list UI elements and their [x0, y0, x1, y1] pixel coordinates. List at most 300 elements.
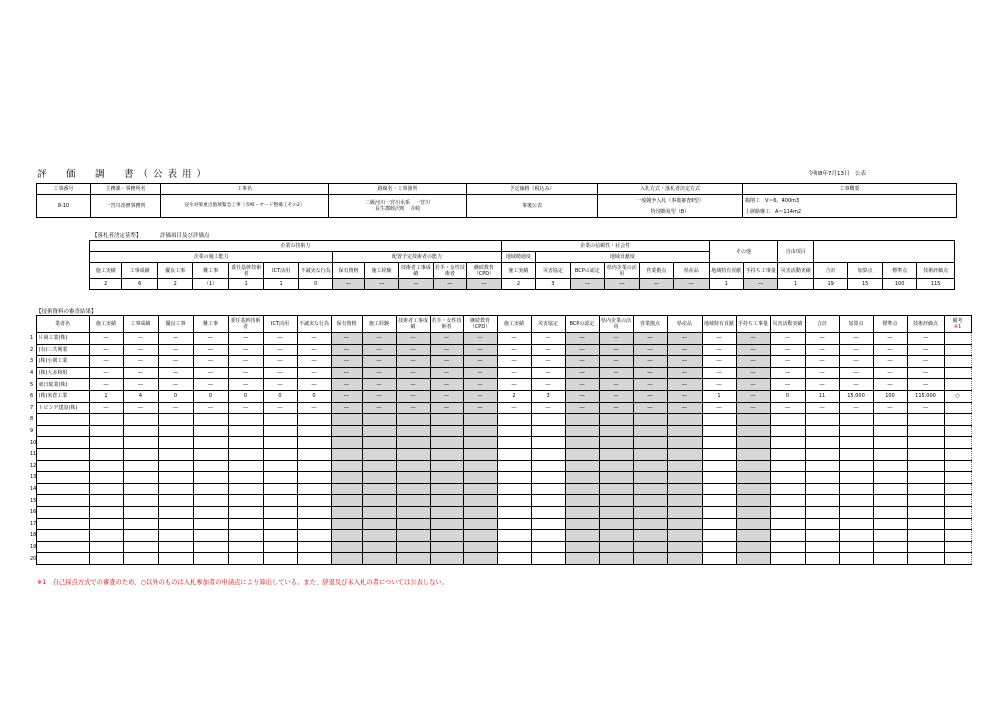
score-cell [228, 437, 263, 449]
remark-cell: ○ [944, 390, 971, 402]
row-number: 4 [30, 370, 34, 377]
results-table [30, 315, 972, 565]
score-cell: ― [599, 379, 633, 391]
remark-header [944, 316, 971, 333]
score-cell [565, 472, 599, 484]
score-cell: ― [263, 367, 297, 379]
score-cell [907, 472, 944, 484]
score-cell [497, 518, 531, 530]
table-row [30, 460, 971, 472]
criteria-value: ― [674, 279, 710, 290]
score-cell [531, 506, 565, 518]
score-cell [702, 541, 736, 553]
score-cell [123, 460, 158, 472]
score-cell: ― [907, 367, 944, 379]
score-cell [362, 448, 396, 460]
score-cell [396, 495, 430, 507]
remark-cell [944, 530, 971, 542]
criteria-header: 合計 [813, 263, 847, 279]
table-row [30, 367, 971, 379]
group-trust: 企業の信頼性・社会性 [501, 241, 709, 252]
score-cell [228, 460, 263, 472]
score-cell [702, 553, 736, 565]
score-cell [497, 425, 531, 437]
score-cell: ― [770, 333, 805, 345]
score-cell: ― [702, 356, 736, 368]
score-cell [193, 541, 228, 553]
score-cell [228, 495, 263, 507]
score-cell [158, 483, 193, 495]
score-cell: ― [565, 333, 599, 345]
remark-cell [944, 344, 971, 356]
score-cell: ― [907, 379, 944, 391]
score-cell [228, 483, 263, 495]
score-cell [770, 472, 805, 484]
score-cell [736, 425, 770, 437]
score-cell [463, 414, 497, 426]
score-cell [430, 472, 463, 484]
score-cell: ― [633, 333, 667, 345]
score-cell: ― [667, 344, 702, 356]
group-tech: 企業の技術力 [90, 241, 502, 252]
publish-date: 令和8年7月13日 公表 [808, 171, 866, 177]
criteria-value: ― [433, 279, 466, 290]
score-cell [89, 448, 123, 460]
row-number: 3 [30, 358, 34, 365]
score-cell: ― [430, 367, 463, 379]
score-cell: ― [565, 344, 599, 356]
results-header: 委任基幹技術者 [228, 316, 263, 333]
score-cell [463, 553, 497, 565]
score-cell [331, 425, 362, 437]
score-cell [770, 460, 805, 472]
score-cell [531, 448, 565, 460]
score-cell [805, 437, 839, 449]
score-cell [89, 472, 123, 484]
score-cell: ― [633, 367, 667, 379]
score-cell [805, 553, 839, 565]
score-cell [297, 448, 331, 460]
score-cell [565, 414, 599, 426]
group-engineer: 配置予定技術者の能力 [333, 252, 501, 263]
score-cell [702, 472, 736, 484]
score-cell [430, 495, 463, 507]
score-cell [839, 448, 873, 460]
score-cell [396, 460, 430, 472]
results-header: 手持ち工事量 [736, 316, 770, 333]
score-cell [873, 425, 907, 437]
score-cell [497, 506, 531, 518]
score-cell: ― [362, 356, 396, 368]
company-name [36, 414, 89, 426]
table-row [30, 506, 971, 518]
header-office: 主務課・事務所名 [91, 184, 161, 195]
criteria-value: ― [639, 279, 673, 290]
score-cell: ― [497, 344, 531, 356]
score-cell: ― [599, 356, 633, 368]
score-cell [158, 437, 193, 449]
row-number: 17 [30, 520, 36, 527]
score-cell [362, 472, 396, 484]
score-cell [123, 530, 158, 542]
score-cell [907, 541, 944, 553]
criteria-header: 技術者工事成績 [399, 263, 433, 279]
remark-cell [944, 414, 971, 426]
score-cell [362, 541, 396, 553]
score-cell [907, 506, 944, 518]
score-cell [907, 425, 944, 437]
criteria-value: 1 [709, 279, 743, 290]
score-cell: ― [228, 367, 263, 379]
score-cell [430, 553, 463, 565]
score-cell [805, 483, 839, 495]
score-cell [430, 530, 463, 542]
score-cell [702, 483, 736, 495]
score-cell [228, 541, 263, 553]
score-cell [667, 541, 702, 553]
criteria-header: ICT活用 [264, 263, 298, 279]
results-header: 技術者工事成績 [396, 316, 430, 333]
group-ability: 企業の施工能力 [90, 252, 333, 263]
score-cell [531, 460, 565, 472]
score-cell [331, 448, 362, 460]
results-header: 継続教育（CPD） [463, 316, 497, 333]
score-cell: ― [396, 367, 430, 379]
score-cell [362, 553, 396, 565]
score-cell [702, 425, 736, 437]
score-cell [263, 483, 297, 495]
score-cell [770, 541, 805, 553]
results-header: 災害活動実績 [770, 316, 805, 333]
score-cell [193, 495, 228, 507]
score-cell [770, 448, 805, 460]
criteria-header: 委任基幹技術者 [228, 263, 263, 279]
score-cell [396, 553, 430, 565]
score-cell: ― [263, 379, 297, 391]
score-cell [123, 518, 158, 530]
score-cell [565, 506, 599, 518]
score-cell: ― [331, 356, 362, 368]
score-cell: ― [702, 367, 736, 379]
score-cell [463, 472, 497, 484]
score-cell [599, 472, 633, 484]
score-cell [123, 472, 158, 484]
criteria-value: ― [605, 279, 639, 290]
score-cell [633, 530, 667, 542]
score-cell [531, 530, 565, 542]
score-cell [297, 472, 331, 484]
work-price: 事後公表 [467, 195, 598, 218]
score-cell [123, 553, 158, 565]
score-cell [497, 448, 531, 460]
score-cell [263, 506, 297, 518]
score-cell: ― [565, 367, 599, 379]
score-cell: ― [736, 402, 770, 414]
location-line-2: 長生郡睦沢町 寺崎 [374, 206, 420, 212]
score-cell: ― [667, 379, 702, 391]
results-header-row [30, 316, 971, 333]
row-number: 7 [30, 404, 34, 411]
score-cell [158, 530, 193, 542]
score-cell: ― [907, 402, 944, 414]
score-cell: ― [736, 390, 770, 402]
group-blank [813, 241, 954, 263]
score-cell [633, 448, 667, 460]
criteria-table [89, 240, 955, 290]
criteria-value: 6 [122, 279, 157, 290]
score-cell [331, 414, 362, 426]
score-cell: ― [331, 344, 362, 356]
score-cell [736, 530, 770, 542]
score-cell [736, 437, 770, 449]
score-cell: ― [263, 356, 297, 368]
score-cell: ― [839, 402, 873, 414]
score-cell [396, 448, 430, 460]
score-cell [263, 460, 297, 472]
score-cell [89, 414, 123, 426]
score-cell [736, 460, 770, 472]
score-cell [430, 414, 463, 426]
summary-line-2: 上層路盤工 A＝114m2 [745, 208, 802, 215]
results-header: 施工経験 [362, 316, 396, 333]
score-cell: ― [667, 390, 702, 402]
score-cell: ― [89, 367, 123, 379]
score-cell: ― [89, 356, 123, 368]
score-cell [702, 448, 736, 460]
score-cell [193, 448, 228, 460]
results-header: 加算点 [839, 316, 873, 333]
row-number: 10 [30, 439, 36, 446]
score-cell [158, 448, 193, 460]
header-method: 入札方式・落札者決定方式 [598, 184, 743, 195]
score-cell [396, 472, 430, 484]
results-header: 施工実績 [497, 316, 531, 333]
work-office: 一宮川改修事務所 [91, 195, 161, 218]
header-location: 路線名・工事箇所 [329, 184, 467, 195]
row-number: 9 [30, 428, 34, 435]
score-cell: ― [633, 379, 667, 391]
score-cell [362, 414, 396, 426]
remark-cell [944, 460, 971, 472]
company-name [36, 472, 89, 484]
table-row [30, 448, 971, 460]
score-cell [331, 483, 362, 495]
score-cell: ― [805, 367, 839, 379]
criteria-header: 優良工事 [157, 263, 192, 279]
score-cell: ― [839, 344, 873, 356]
score-cell [263, 518, 297, 530]
remark-cell [944, 553, 971, 565]
criteria-header: 災害活動実績 [778, 263, 813, 279]
score-cell [805, 541, 839, 553]
footnote: ※1 自己採点方式での審査のため、○以外のものは入札参加者の申請点により算出している。また、辞退及び未入札の者については公表しない。 [37, 579, 449, 586]
score-cell: ― [770, 356, 805, 368]
row-number: 12 [30, 462, 36, 469]
score-cell [873, 460, 907, 472]
score-cell: ― [805, 333, 839, 345]
score-cell [667, 553, 702, 565]
score-cell [736, 541, 770, 553]
score-cell [362, 530, 396, 542]
score-cell: 0 [228, 390, 263, 402]
score-cell: ― [331, 333, 362, 345]
score-cell [805, 414, 839, 426]
score-cell [193, 414, 228, 426]
score-cell [702, 414, 736, 426]
score-cell [531, 541, 565, 553]
score-cell: 115.000 [907, 390, 944, 402]
score-cell: ― [123, 356, 158, 368]
score-cell [331, 553, 362, 565]
remark-cell [944, 495, 971, 507]
score-cell [158, 472, 193, 484]
score-cell: 11 [805, 390, 839, 402]
results-header: 県内企業の活用 [599, 316, 633, 333]
criteria-value: ― [570, 279, 604, 290]
score-cell [193, 483, 228, 495]
score-cell: ― [531, 333, 565, 345]
company-name [36, 530, 89, 542]
criteria-header: 県産品 [674, 263, 710, 279]
score-cell [907, 448, 944, 460]
score-cell: ― [430, 379, 463, 391]
score-cell [599, 506, 633, 518]
row-number: 1 [30, 335, 34, 342]
score-cell [297, 483, 331, 495]
score-cell: ― [497, 367, 531, 379]
score-cell [396, 518, 430, 530]
score-cell: ― [362, 344, 396, 356]
score-cell [497, 472, 531, 484]
score-cell [297, 437, 331, 449]
score-cell: ― [89, 402, 123, 414]
criteria-header: 工事成績 [122, 263, 157, 279]
score-cell [599, 460, 633, 472]
score-cell [362, 518, 396, 530]
score-cell [873, 541, 907, 553]
score-cell: ― [463, 379, 497, 391]
criteria-header: 継続教育（CPD） [467, 263, 502, 279]
header-price: 予定価格（税込み） [467, 184, 598, 195]
score-cell: ― [228, 344, 263, 356]
score-cell: ― [463, 367, 497, 379]
score-cell [463, 483, 497, 495]
results-section-label: 【技術資料の審査結果】 [36, 309, 97, 315]
criteria-value: 2 [157, 279, 192, 290]
score-cell: ― [907, 344, 944, 356]
score-cell: ― [430, 344, 463, 356]
score-cell: ― [565, 356, 599, 368]
score-cell [770, 437, 805, 449]
criteria-value: 2 [501, 279, 535, 290]
score-cell [297, 530, 331, 542]
score-cell [193, 553, 228, 565]
score-cell [193, 518, 228, 530]
score-cell: ― [565, 379, 599, 391]
score-cell: ― [736, 379, 770, 391]
criteria-header: 加算点 [848, 263, 882, 279]
score-cell [463, 518, 497, 530]
score-cell [297, 425, 331, 437]
score-cell [396, 437, 430, 449]
score-cell [565, 553, 599, 565]
score-cell [873, 553, 907, 565]
score-cell: ― [497, 402, 531, 414]
score-cell: ― [228, 356, 263, 368]
company-name [36, 425, 89, 437]
score-cell: ― [873, 356, 907, 368]
score-cell [599, 530, 633, 542]
score-cell [599, 541, 633, 553]
score-cell [263, 495, 297, 507]
score-cell [263, 414, 297, 426]
score-cell [907, 437, 944, 449]
results-header: 技術評価点 [907, 316, 944, 333]
score-cell [873, 483, 907, 495]
score-cell [430, 506, 463, 518]
method-line-2: 特別簡易型（B） [650, 208, 690, 215]
header-summary: 工事概要 [743, 184, 957, 195]
score-cell [123, 541, 158, 553]
table-row [30, 472, 971, 484]
score-cell [839, 460, 873, 472]
criteria-value: 100 [882, 279, 916, 290]
results-header: BCPの認定 [565, 316, 599, 333]
score-cell [193, 437, 228, 449]
score-cell [193, 472, 228, 484]
score-cell [907, 530, 944, 542]
score-cell: ― [770, 402, 805, 414]
score-cell [89, 483, 123, 495]
score-cell: 1 [89, 390, 123, 402]
score-cell [633, 414, 667, 426]
score-cell [736, 448, 770, 460]
company-name: (株)大多和組 [36, 367, 89, 379]
score-cell [633, 437, 667, 449]
score-cell: ― [497, 333, 531, 345]
score-cell: ― [599, 333, 633, 345]
score-cell: ― [297, 356, 331, 368]
results-header: 県産品 [667, 316, 702, 333]
score-cell [123, 437, 158, 449]
score-cell [123, 483, 158, 495]
score-cell [362, 495, 396, 507]
score-cell: ― [123, 367, 158, 379]
score-cell: 0 [263, 390, 297, 402]
score-cell [805, 460, 839, 472]
table-row [30, 414, 971, 426]
score-cell [193, 506, 228, 518]
score-cell [362, 460, 396, 472]
score-cell [362, 437, 396, 449]
score-cell [736, 553, 770, 565]
score-cell [123, 495, 158, 507]
score-cell [228, 472, 263, 484]
criteria-header-row [90, 263, 955, 279]
score-cell [362, 425, 396, 437]
criteria-value: 19 [813, 279, 847, 290]
score-cell [531, 495, 565, 507]
score-cell [123, 448, 158, 460]
score-cell: ― [193, 356, 228, 368]
company-name: 片岡工業(株) [36, 333, 89, 345]
table-row [30, 483, 971, 495]
score-cell: ― [396, 333, 430, 345]
score-cell: ― [633, 344, 667, 356]
score-cell [89, 460, 123, 472]
company-name: トビシゲ建設(株) [36, 402, 89, 414]
score-cell [805, 518, 839, 530]
